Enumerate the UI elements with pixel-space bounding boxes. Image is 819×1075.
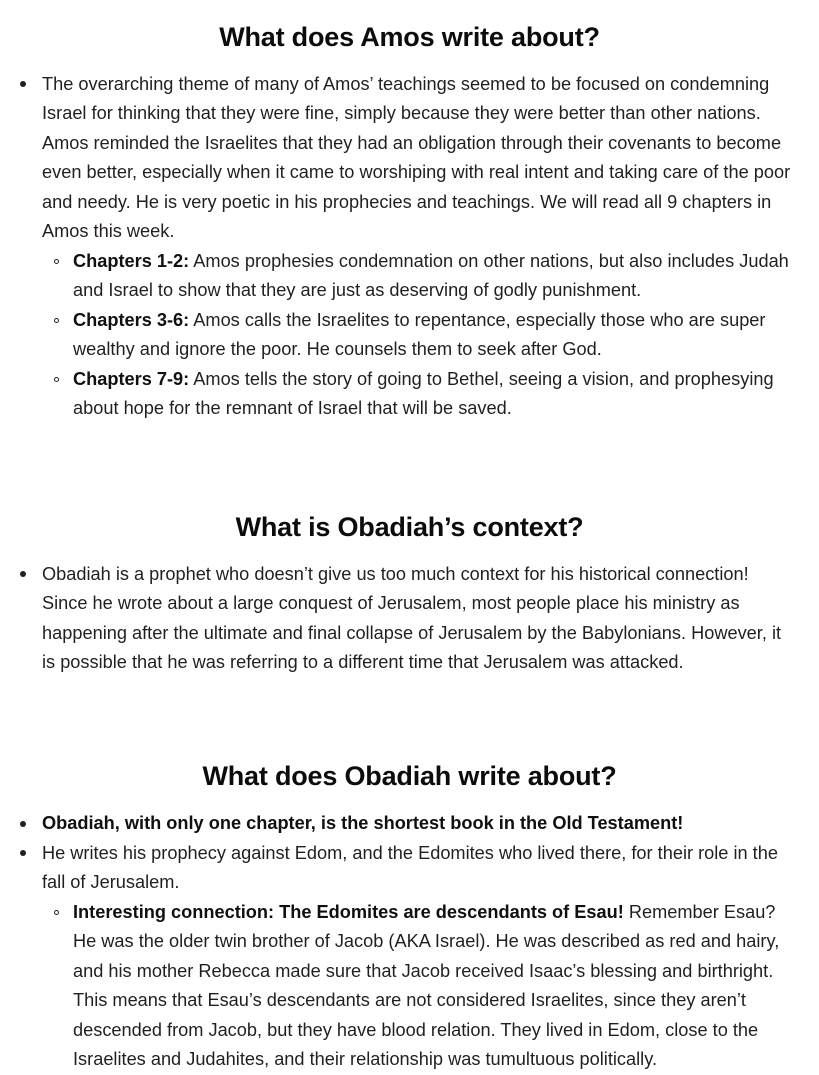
bullet-list-obadiah-context [0,560,819,678]
list-item [41,306,793,365]
page-title-amos: What does Amos write about? [219,22,600,52]
hollow-circle-bullet-icon [54,318,59,323]
hollow-circle-bullet-icon [54,259,59,264]
bullet-dot-icon [20,850,26,856]
section-obadiah-context [0,424,819,678]
sub-bullet-list-esau [42,898,793,1075]
list-item [0,809,819,838]
bullet-body-text: The overarching theme of many of Amos’ teachings seemed to be focused on condemning Israel for thinking that they were fine, simply because they were better than other nations. Amos reminded the Israelites that they had an obligation through their covenants to become even better, especially when it came to worshiping with real intent and taking care of the poor and needy. He is very poetic in his prophecies and teachings. We will read all 9 chapters in Amos this week. [42,73,791,242]
bullet-list-amos [0,70,819,424]
bullet-body-text-bold: Obadiah, with only one chapter, is the shortest book in the Old Testament! [42,813,684,834]
hollow-circle-bullet-icon [54,910,59,915]
page-title-obadiah-write-about: What does Obadiah write about? [202,761,617,792]
section-obadiah-write-about [0,677,819,1074]
sub-bullet-bold-lead: Chapters 1-2: [73,250,190,271]
list-item [41,247,793,306]
sub-bullet-body-text: Amos calls the Israelites to repentance, especially those who are super wealthy and ignore the poor. He counsels them to seek after God. [73,309,766,360]
sub-bullet-bold-lead: Chapters 3-6: [73,309,190,330]
page-title-obadiah-context: What is Obadiah’s context? [235,511,584,542]
bullet-dot-icon [20,571,26,577]
hollow-circle-bullet-icon [54,377,59,382]
list-item [0,839,819,1075]
bullet-dot-icon [20,821,26,827]
sub-bullet-body-text: Remember Esau? He was the older twin brother of Jacob (AKA Israel). He was described as red and hairy, and his mother Rebecca made sure that Jacob received Isaac’s blessing and birthright. This means that Esau’s descendants are not considered Israelites, since they aren’t descended from Jacob, but they have blood relation. They lived in Edom, close to the Israelites and Judahites, and their relationship was tumultuous politically. [73,901,780,1070]
list-item [41,365,793,424]
section-amos-write-about [0,0,819,424]
sub-bullet-list-amos-chapters [42,247,793,424]
bullet-dot-icon [20,81,26,87]
sub-bullet-bold-lead: Chapters 7-9: [73,368,190,389]
sub-bullet-body-text: Amos prophesies condemnation on other nations, but also includes Judah and Israel to show that they are just as deserving of godly punishment. [73,250,789,301]
sub-bullet-bold-lead: Interesting connection: The Edomites are descendants of Esau! [73,901,624,922]
list-item [0,70,819,424]
bullet-body-text: He writes his prophecy against Edom, and the Edomites who lived there, for their role in the fall of Jerusalem. [42,842,778,893]
bullet-list-obadiah [0,809,819,1074]
list-item [0,560,819,678]
bullet-body-text: Obadiah is a prophet who doesn’t give us too much context for his historical connection! Since he wrote about a large conquest of Jerusalem, most people place his ministry as happening after the ultimate and final collapse of Jerusalem by the Babylonians. However, it is possible that he was referring to a different time that Jerusalem was attacked. [42,563,782,672]
sub-bullet-body-text: Amos tells the story of going to Bethel, seeing a vision, and prophesying about hope for the remnant of Israel that will be saved. [73,368,774,419]
list-item [41,898,793,1075]
